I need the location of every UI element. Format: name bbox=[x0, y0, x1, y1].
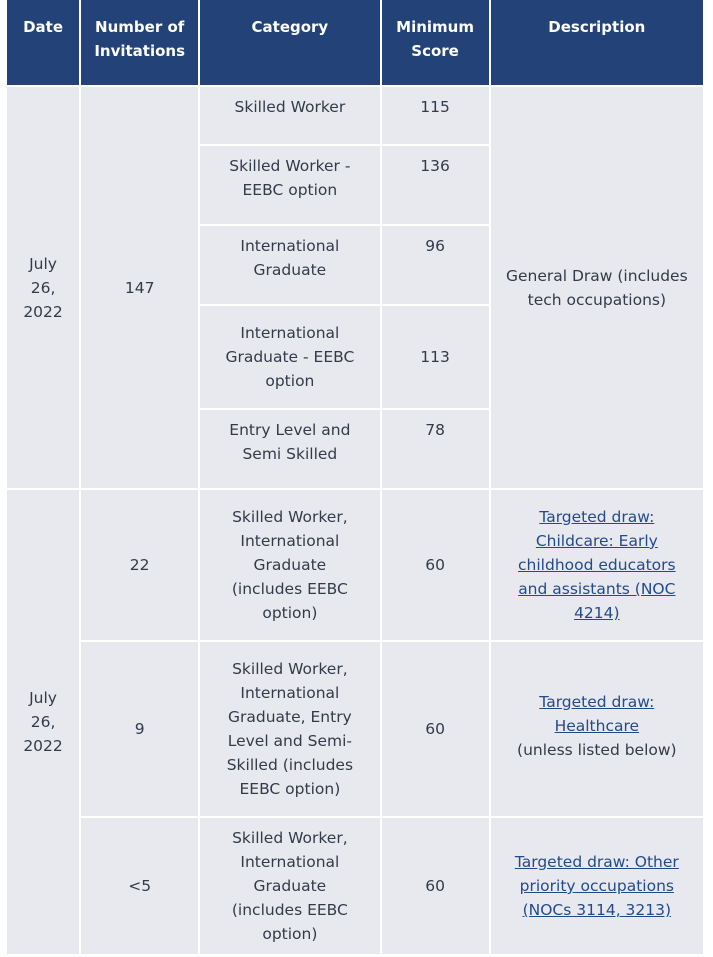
header-category: Category bbox=[200, 0, 379, 85]
score-cell: 136 bbox=[382, 146, 489, 224]
header-invitations: Number of Invitations bbox=[81, 0, 198, 85]
childcare-draw-link[interactable]: Targeted draw: Childcare: Early childhood educators and assistants (NOC 4214) bbox=[518, 508, 676, 622]
table-row bbox=[7, 642, 703, 816]
category-cell: Skilled Worker bbox=[200, 87, 379, 144]
score-cell: 60 bbox=[382, 642, 489, 816]
invitations-cell: <5 bbox=[81, 818, 198, 954]
table-row bbox=[7, 87, 703, 144]
score-cell: 78 bbox=[382, 410, 489, 488]
draw-date-cell: July 26, 2022 bbox=[7, 490, 79, 954]
category-cell: Skilled Worker, International Graduate, Entry Level and Semi-Skilled (includes EEBC option) bbox=[200, 642, 379, 816]
invitations-cell: 22 bbox=[81, 490, 198, 640]
description-cell bbox=[491, 490, 703, 640]
table-row bbox=[7, 818, 703, 954]
category-cell: International Graduate - EEBC option bbox=[200, 306, 379, 408]
score-cell: 60 bbox=[382, 490, 489, 640]
description-cell bbox=[491, 818, 703, 954]
score-cell: 96 bbox=[382, 226, 489, 304]
header-row bbox=[7, 0, 703, 85]
score-cell: 115 bbox=[382, 87, 489, 144]
category-cell: Skilled Worker - EEBC option bbox=[200, 146, 379, 224]
category-cell: Skilled Worker, International Graduate (includes EEBC option) bbox=[200, 818, 379, 954]
other-priority-draw-link[interactable]: Targeted draw: Other priority occupations (NOCs 3114, 3213) bbox=[514, 853, 679, 919]
draw-results-table bbox=[5, 0, 705, 956]
invitations-cell: 9 bbox=[81, 642, 198, 816]
category-cell: International Graduate bbox=[200, 226, 379, 304]
description-cell: General Draw (includes tech occupations) bbox=[491, 87, 703, 488]
draw-date-cell: July 26, 2022 bbox=[7, 87, 79, 488]
table-row bbox=[7, 490, 703, 640]
healthcare-draw-link[interactable]: Targeted draw: Healthcare bbox=[539, 693, 655, 735]
header-minimum-score: Minimum Score bbox=[382, 0, 489, 85]
header-date: Date bbox=[7, 0, 79, 85]
invitations-cell: 147 bbox=[81, 87, 198, 488]
category-cell: Entry Level and Semi Skilled bbox=[200, 410, 379, 488]
score-cell: 113 bbox=[382, 306, 489, 408]
score-cell: 60 bbox=[382, 818, 489, 954]
header-description: Description bbox=[491, 0, 703, 85]
description-note: (unless listed below) bbox=[517, 741, 677, 759]
category-cell: Skilled Worker, International Graduate (includes EEBC option) bbox=[200, 490, 379, 640]
description-cell bbox=[491, 642, 703, 816]
